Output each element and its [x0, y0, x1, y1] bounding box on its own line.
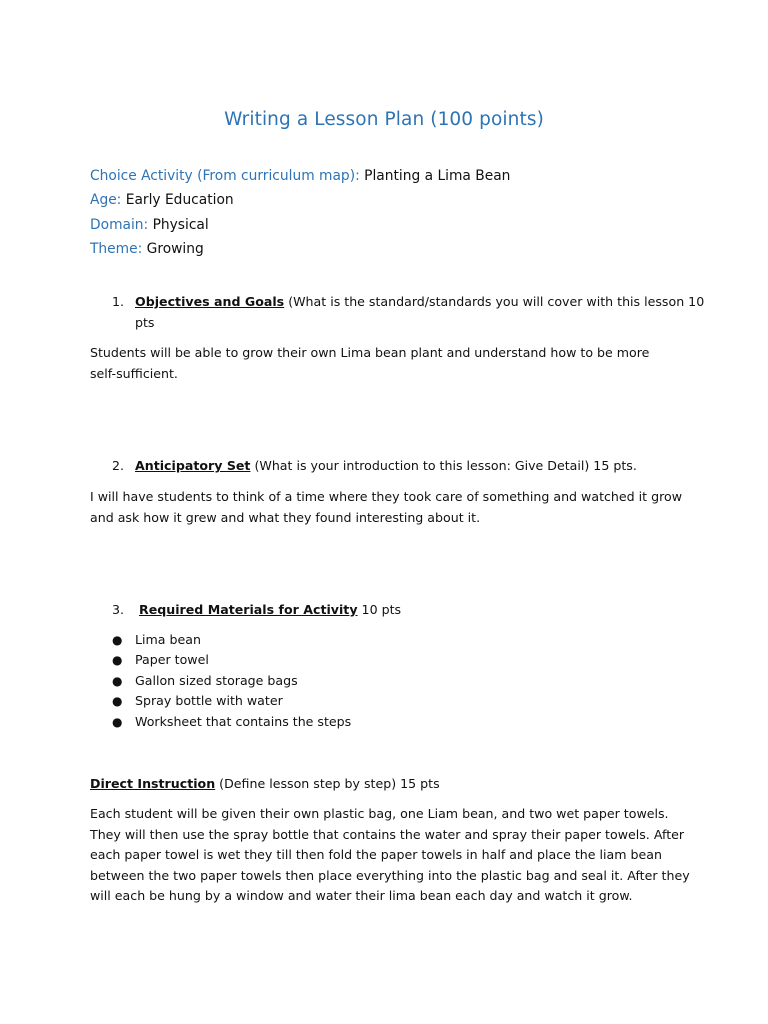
- objectives-description-cont: pts: [135, 315, 155, 330]
- domain-label: Domain:: [90, 217, 149, 233]
- domain-value: Physical: [152, 217, 209, 233]
- materials-number: 3.: [112, 602, 125, 617]
- list-item: [112, 650, 351, 670]
- anticipatory-description: (What is your introduction to this lesson: Give Detail) 15 pts.: [250, 458, 637, 473]
- theme-line: [90, 239, 204, 259]
- anticipatory-title: Anticipatory Set: [135, 458, 251, 473]
- objectives-heading: [112, 291, 704, 312]
- objectives-body: [90, 343, 680, 384]
- choice-activity-label: Choice Activity (From curriculum map):: [90, 168, 360, 184]
- direct-body-line: Each student will be given their own plastic bag, one Liam bean, and two wet paper towels.: [90, 806, 669, 821]
- anticipatory-number: 2.: [112, 458, 125, 473]
- direct-body-line: will each be hung by a window and water their lima bean each day and watch it grow.: [90, 888, 633, 903]
- direct-instruction-body: [90, 804, 690, 907]
- objectives-body-line: Students will be able to grow their own Lima bean plant and understand how to be more: [90, 345, 650, 360]
- materials-list: [112, 630, 351, 732]
- list-item: [112, 630, 351, 650]
- theme-label: Theme:: [90, 241, 143, 257]
- age-value: Early Education: [125, 192, 234, 208]
- list-item: [112, 712, 351, 732]
- direct-body-line: They will then use the spray bottle that contains the water and spray their paper towels. After: [90, 826, 685, 842]
- direct-body-line: between the two paper towels then place everything into the plastic bag and seal it. After they: [90, 867, 690, 883]
- objectives-description: (What is the standard/standards you will cover with this lesson 10: [284, 294, 705, 309]
- materials-title: Required Materials for Activity: [139, 602, 358, 617]
- objectives-number: 1.: [112, 294, 125, 309]
- materials-heading: [112, 599, 401, 620]
- anticipatory-body-line: I will have students to think of a time where they took care of something and watched it grow: [90, 489, 682, 504]
- list-item-text: Gallon sized storage bags: [135, 672, 298, 688]
- materials-description: 10 pts: [357, 602, 402, 617]
- list-item-text: Spray bottle with water: [135, 693, 283, 709]
- bullet-icon: ●: [112, 673, 123, 688]
- bullet-icon: ●: [112, 653, 123, 668]
- direct-instruction-title: Direct Instruction: [90, 776, 216, 791]
- list-item-text: Paper towel: [135, 652, 209, 668]
- bullet-icon: ●: [112, 694, 123, 709]
- objectives-body-line: self-sufficient.: [90, 365, 178, 381]
- direct-instruction-description: (Define lesson step by step) 15 pts: [215, 776, 440, 791]
- anticipatory-body: [90, 487, 680, 528]
- choice-activity-value: Planting a Lima Bean: [364, 168, 511, 184]
- age-line: [90, 190, 234, 210]
- list-item: [112, 671, 351, 691]
- theme-value: Growing: [146, 241, 204, 257]
- list-item-text: Worksheet that contains the steps: [135, 713, 352, 729]
- bullet-icon: ●: [112, 714, 123, 729]
- domain-line: [90, 215, 209, 235]
- document-title: Writing a Lesson Plan (100 points): [224, 109, 544, 130]
- objectives-title: Objectives and Goals: [135, 294, 285, 309]
- direct-body-line: each paper towel is wet they till then fold the paper towels in half and place the liam bean: [90, 847, 662, 862]
- bullet-icon: ●: [112, 633, 123, 647]
- anticipatory-body-line: and ask how it grew and what they found interesting about it.: [90, 509, 481, 525]
- anticipatory-heading: [112, 455, 637, 476]
- age-label: Age:: [90, 192, 122, 208]
- list-item-text: Lima bean: [135, 632, 201, 647]
- choice-activity-line: [90, 166, 510, 186]
- list-item: [112, 691, 351, 711]
- direct-instruction-heading: [90, 773, 440, 794]
